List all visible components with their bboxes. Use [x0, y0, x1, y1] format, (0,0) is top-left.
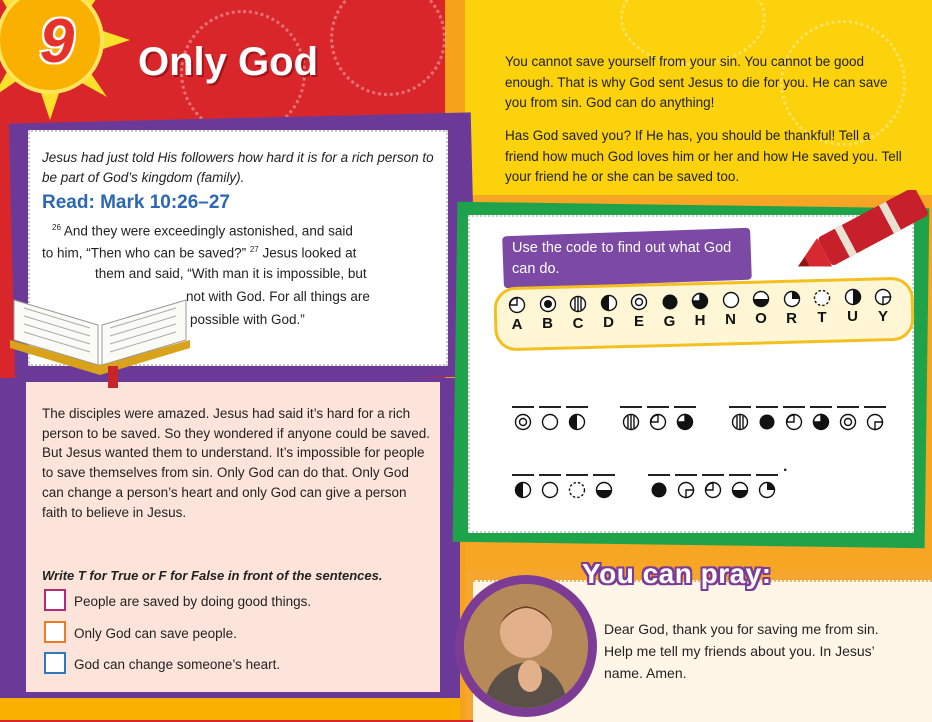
clock-symbol-icon	[785, 413, 803, 431]
three-quarter-symbol-icon	[691, 292, 709, 310]
quiz-statement-3: God can change someone’s heart.	[74, 657, 281, 672]
answer-box-1[interactable]	[44, 589, 66, 611]
scripture-reference: Read: Mark 10:26–27	[42, 192, 230, 213]
code-key-letter: B	[542, 315, 553, 333]
answer-blank[interactable]	[729, 406, 751, 408]
answer-box-2[interactable]	[44, 621, 66, 643]
dashed-symbol-icon	[568, 481, 586, 499]
code-key-item	[841, 288, 865, 325]
page-title: Only God	[138, 40, 318, 84]
code-key-letter: U	[847, 308, 858, 326]
answer-blank[interactable]	[702, 474, 724, 476]
answer-blank[interactable]	[864, 406, 886, 408]
code-key-letter: R	[786, 309, 797, 327]
answer-blank[interactable]	[512, 474, 534, 476]
half-bottom-symbol-icon	[731, 481, 749, 499]
verse-line-5: possible with God.”	[190, 312, 305, 327]
code-key-item	[719, 291, 743, 328]
answer-blank[interactable]	[756, 406, 778, 408]
code-key-letter: G	[663, 312, 676, 330]
striped-symbol-icon	[622, 413, 640, 431]
answer-blank[interactable]	[675, 474, 697, 476]
half-left-symbol-icon	[600, 294, 618, 312]
message-paragraph-2: Has God saved you? If He has, you should be thankful! Tell a friend how much God loves him or her and how He saved you. Tell your friend he or she can be saved too.	[505, 128, 902, 184]
answer-blank[interactable]	[729, 474, 751, 476]
quarter-symbol-icon	[758, 481, 776, 499]
scripture-intro: Jesus had just told His followers how hard it is for a rich person to be part of God’s kingdom (family).	[42, 150, 434, 185]
code-key-item	[536, 295, 560, 332]
code-key-letter: A	[511, 316, 523, 333]
empty-symbol-icon	[541, 481, 559, 499]
clock-symbol-icon	[649, 413, 667, 431]
answer-blank[interactable]	[837, 406, 859, 408]
message-paragraph-1: You cannot save yourself from your sin. You cannot be good enough. That is why God sent Jesus to die for you. He can save you from sin. God can do anything!	[505, 54, 888, 110]
verse-line-1	[52, 218, 353, 242]
code-key-letter: T	[817, 309, 827, 326]
three-quarter-symbol-icon	[812, 413, 830, 431]
answer-blank[interactable]	[566, 406, 588, 408]
verse-number-27: 27	[249, 245, 259, 254]
code-key-item	[688, 292, 712, 329]
code-key-letter: O	[755, 310, 767, 328]
answer-blank[interactable]	[539, 474, 561, 476]
solid-ring-symbol-icon	[539, 295, 557, 313]
striped-symbol-icon	[569, 295, 587, 313]
verse-line-3: them and said, “With man it is impossible, but	[95, 266, 367, 281]
code-key-letter: E	[633, 313, 644, 331]
bullseye-symbol-icon	[630, 293, 648, 311]
empty-symbol-icon	[541, 413, 559, 431]
code-key-item	[780, 290, 804, 327]
lesson-number: 9	[39, 7, 75, 76]
half-bottom-symbol-icon	[595, 481, 613, 499]
bullseye-symbol-icon	[514, 413, 532, 431]
half-left-symbol-icon	[568, 413, 586, 431]
answer-blank[interactable]	[593, 474, 615, 476]
code-key-letter: H	[694, 311, 706, 329]
verse-line-2	[42, 240, 356, 264]
code-key-item	[810, 289, 834, 326]
verse-text: And they were exceedingly astonished, and said	[60, 223, 353, 239]
clock-symbol-icon	[704, 481, 722, 499]
quiz-statement-1: People are saved by doing good things.	[74, 594, 312, 609]
code-key-item	[871, 288, 895, 325]
code-key-letter: D	[603, 313, 614, 331]
verse-line-4: not with God. For all things are	[186, 289, 370, 304]
verse-text: to him, “Then who can be saved?”	[42, 245, 250, 261]
bullseye-symbol-icon	[839, 413, 857, 431]
answer-blank[interactable]	[512, 406, 534, 408]
puzzle-period: .	[783, 458, 788, 475]
code-key-letter: N	[725, 311, 736, 329]
answer-blank[interactable]	[648, 474, 670, 476]
striped-symbol-icon	[731, 413, 749, 431]
code-key-item	[749, 290, 773, 327]
answer-box-3[interactable]	[44, 652, 66, 674]
quiz-statement-2: Only God can save people.	[74, 626, 237, 641]
full-symbol-icon	[758, 413, 776, 431]
full-symbol-icon	[650, 481, 668, 499]
crayon-icon	[780, 190, 930, 280]
answer-blank[interactable]	[620, 406, 642, 408]
answer-blank[interactable]	[566, 474, 588, 476]
answer-blank[interactable]	[539, 406, 561, 408]
answer-blank[interactable]	[756, 474, 778, 476]
explanation-text: The disciples were amazed. Jesus had said it’s hard for a rich person to be saved. So they wondered if anyone could be saved. But Jesus wanted them to understand. It’s impossible for people to save themselves from sin. Only God can do that. Only God can change a person’s heart and only God can give a person faith to believe in Jesus.	[42, 406, 431, 520]
check-symbol-icon	[874, 288, 892, 306]
answer-blank[interactable]	[810, 406, 832, 408]
code-key-letter: Y	[877, 307, 888, 325]
open-bible-icon	[0, 270, 200, 390]
code-key-item	[597, 294, 621, 331]
three-quarter-symbol-icon	[676, 413, 694, 431]
praying-boy-photo	[464, 584, 588, 708]
check-symbol-icon	[866, 413, 884, 431]
empty-symbol-icon	[722, 291, 740, 309]
verse-text: Jesus looked at	[258, 245, 357, 261]
code-key-item	[627, 293, 651, 330]
half-right-symbol-icon	[844, 288, 862, 306]
answer-blank[interactable]	[674, 406, 696, 408]
answer-blank[interactable]	[647, 406, 669, 408]
half-left-symbol-icon	[514, 481, 532, 499]
quarter-symbol-icon	[783, 290, 801, 308]
half-bottom-symbol-icon	[752, 290, 770, 308]
full-symbol-icon	[661, 293, 679, 311]
code-key-item	[505, 296, 529, 333]
quiz-instructions: Write T for True or F for False in front of the sentences.	[42, 568, 383, 583]
puzzle-instruction: Use the code to find out what God can do.	[512, 240, 732, 277]
check-symbol-icon	[677, 481, 695, 499]
code-key-item	[658, 293, 682, 330]
prayer-text: Dear God, thank you for saving me from sin. Help me tell my friends about you. In Jesus’ name. Amen.	[604, 621, 879, 681]
clock-symbol-icon	[508, 296, 526, 314]
answer-blank[interactable]	[783, 406, 805, 408]
prayer-heading: You can pray:	[582, 558, 772, 589]
code-key-letter: C	[572, 314, 584, 332]
dashed-symbol-icon	[813, 289, 831, 307]
verse-number-26: 26	[52, 223, 61, 232]
code-key-item	[566, 295, 590, 332]
